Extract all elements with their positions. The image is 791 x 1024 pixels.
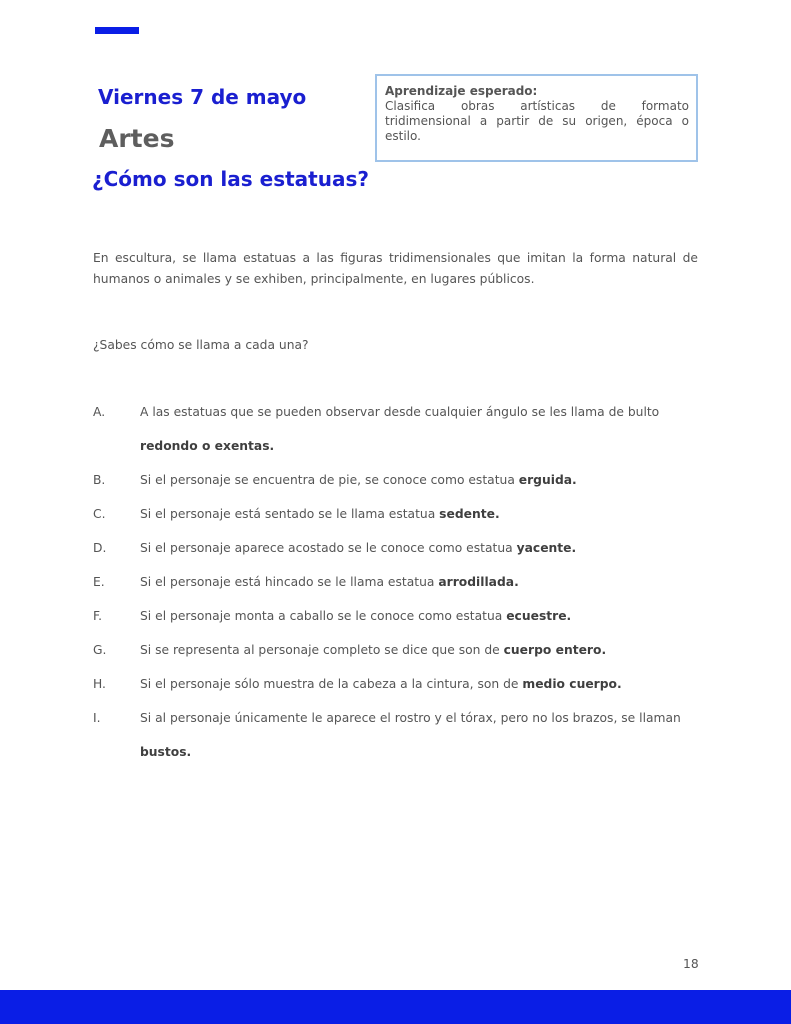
list-item-letter: B. [93,473,106,487]
list-item-term: sedente. [439,507,500,521]
list-item-term: ecuestre. [506,609,572,623]
list-item-letter: G. [93,643,107,657]
list-item-letter: H. [93,677,106,691]
list-item-term: erguida. [518,473,577,487]
learning-outcome-heading: Aprendizaje esperado: [385,84,538,98]
list-item-term: redondo o exentas. [140,439,275,453]
subject-heading: Artes [99,124,175,153]
page-number: 18 [683,957,699,971]
list-item-text: Si el personaje se encuentra de pie, se conoce como estatua erguida. [140,473,577,487]
learning-outcome-box [375,74,698,162]
question-text: ¿Sabes cómo se llama a cada una? [93,338,309,352]
bottom-accent-bar [0,990,791,1024]
list-item-letter: A. [93,405,106,419]
list-item-letter: I. [93,711,101,725]
list-item-text: Si al personaje únicamente le aparece el rostro y el tórax, pero no los brazos, se llaman bustos. [140,711,681,759]
intro-paragraph: En escultura, se llama estatuas a las figuras tridimensionales que imitan la forma natural de humanos o animales y se exhiben, principalmente, en lugares públicos. [93,251,698,286]
top-accent-bar [95,27,139,34]
list-item-text: Si se representa al personaje completo se dice que son de cuerpo entero. [140,643,607,657]
page-title: ¿Cómo son las estatuas? [92,167,369,191]
list-item-text: Si el personaje monta a caballo se le conoce como estatua ecuestre. [140,609,572,623]
list-item-term: medio cuerpo. [522,677,622,691]
list-item-term: cuerpo entero. [503,643,607,657]
date-heading: Viernes 7 de mayo [98,85,307,109]
list-item-letter: D. [93,541,107,555]
list-item-text: Si el personaje aparece acostado se le conoce como estatua yacente. [140,541,577,555]
learning-outcome-text: Clasifica obras artísticas de formato tridimensional a partir de su origen, época o estilo. [385,99,689,143]
list-item-text: Si el personaje sólo muestra de la cabeza a la cintura, son de medio cuerpo. [140,677,622,691]
list-item-letter: C. [93,507,106,521]
list-item-text: Si el personaje está hincado se le llama estatua arrodillada. [140,575,519,589]
list-item-text: Si el personaje está sentado se le llama estatua sedente. [140,507,500,521]
list-item-letter: F. [93,609,103,623]
list-item-text: A las estatuas que se pueden observar desde cualquier ángulo se les llama de bulto redondo o exentas. [140,405,660,453]
list-item-letter: E. [93,575,105,589]
list-item-term: bustos. [140,745,192,759]
list-item-term: yacente. [516,541,577,555]
list-item-term: arrodillada. [438,575,519,589]
